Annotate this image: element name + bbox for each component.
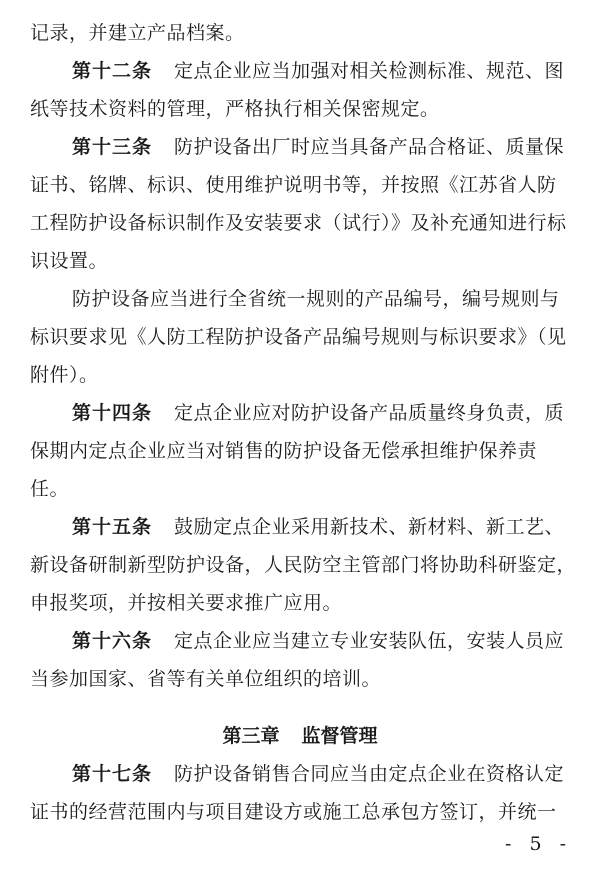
- paragraph-line: 保期内定点企业应当对销售的防护设备无偿承担维护保养责: [30, 440, 538, 462]
- chapter-title: 监督管理: [301, 725, 378, 747]
- chapter-number: 第三章: [222, 725, 280, 747]
- paragraph-line: 当参加国家、省等有关单位组织的培训。: [30, 668, 382, 690]
- paragraph-line: 任。: [30, 478, 70, 500]
- article-13-line: 第十三条 防护设备出厂时应当具备产品合格证、质量保: [72, 136, 565, 158]
- article-13-number: 第十三条: [72, 136, 153, 158]
- article-12-number: 第十二条: [72, 60, 153, 82]
- page-number: - 5 -: [504, 833, 572, 855]
- article-16-line: 第十六条 定点企业应当建立专业安装队伍，安装人员应: [72, 630, 565, 652]
- paragraph-line: 识设置。: [30, 250, 109, 272]
- article-14-number: 第十四条: [72, 402, 153, 424]
- paragraph-line: 纸等技术资料的管理，严格执行相关保密规定。: [30, 98, 440, 120]
- paragraph-line: 证书、铭牌、标识、使用维护说明书等，并按照《江苏省人防: [30, 174, 557, 196]
- paragraph-line: 证书的经营范围内与项目建设方或施工总承包方签订，并统一: [30, 801, 557, 823]
- article-15-number: 第十五条: [72, 516, 153, 538]
- article-14-line: 第十四条 定点企业应对防护设备产品质量终身负责，质: [72, 402, 565, 424]
- chapter-heading: [0, 724, 600, 748]
- paragraph-line: 防护设备应当进行全省统一规则的产品编号，编号规则与: [72, 288, 560, 310]
- article-17-line: 第十七条 防护设备销售合同应当由定点企业在资格认定: [72, 763, 565, 785]
- article-17-number: 第十七条: [72, 763, 153, 785]
- paragraph-line: 工程防护设备标识制作及安装要求（试行）》及补充通知进行标: [30, 212, 567, 234]
- paragraph-line: 新设备研制新型防护设备，人民防空主管部门将协助科研鉴定，: [30, 554, 577, 576]
- article-12-line: 第十二条 定点企业应当加强对相关检测标准、规范、图: [72, 60, 565, 82]
- paragraph-line: 附件）。: [30, 364, 99, 386]
- paragraph-line: 记录，并建立产品档案。: [30, 22, 245, 44]
- paragraph-line: 申报奖项，并按相关要求推广应用。: [30, 592, 343, 614]
- article-15-line: 第十五条 鼓励定点企业采用新技术、新材料、新工艺、: [72, 516, 565, 538]
- paragraph-line: 标识要求见《人防工程防护设备产品编号规则与标识要求》（见: [30, 326, 567, 348]
- article-16-number: 第十六条: [72, 630, 153, 652]
